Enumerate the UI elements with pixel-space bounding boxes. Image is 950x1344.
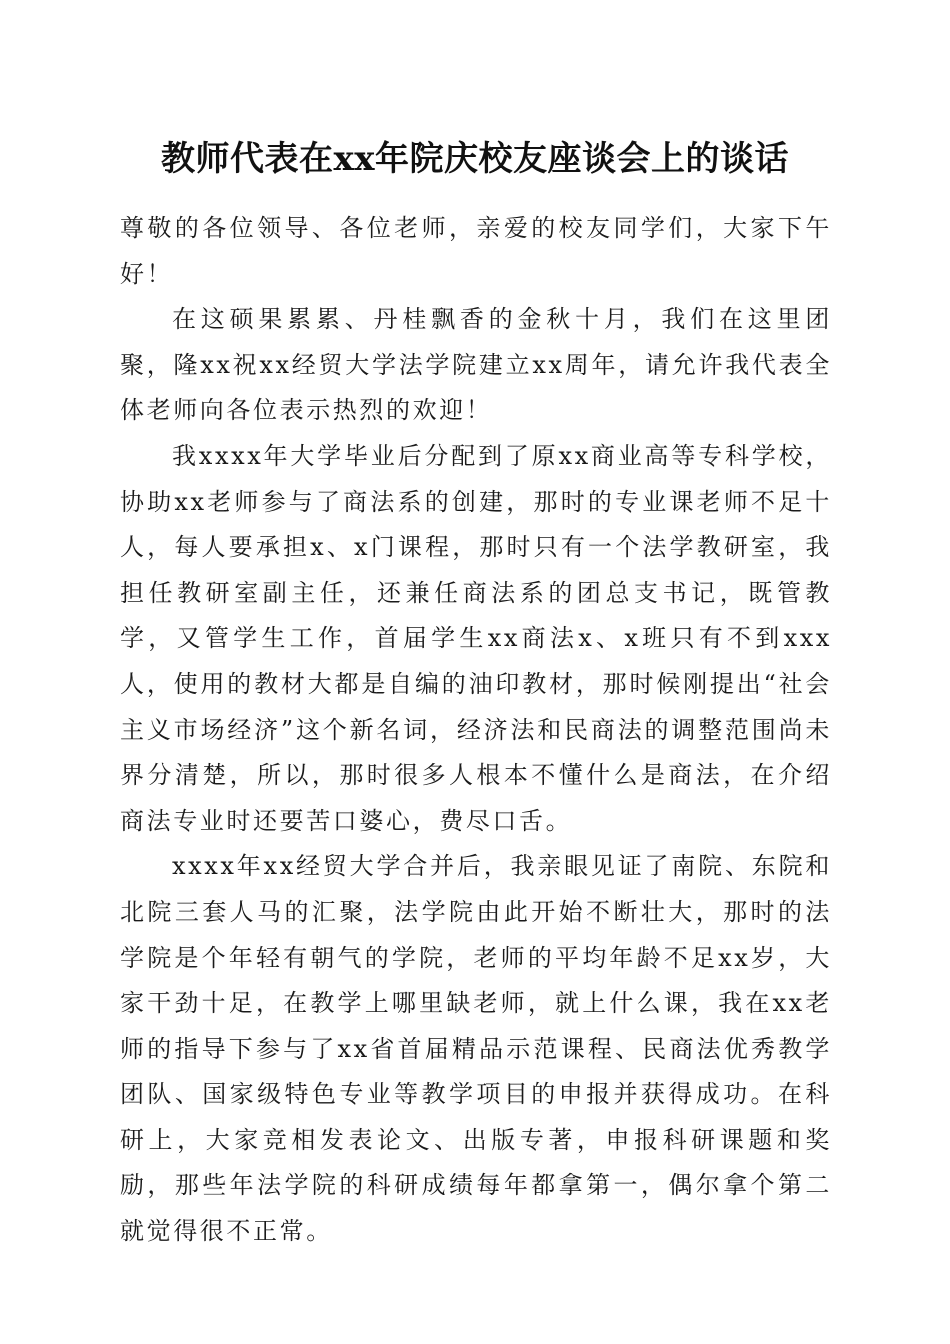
document-body	[120, 206, 832, 1255]
body-paragraph: 在这硕果累累、丹桂飘香的金秋十月，我们在这里团聚，隆xx祝xx经贸大学法学院建立xx周年，请允许我代表全体老师向各位表示热烈的欢迎！	[120, 305, 832, 425]
body-paragraph: 我xxxx年大学毕业后分配到了原xx商业高等专科学校，协助xx老师参与了商法系的创建，那时的专业课老师不足十人，每人要承担x、x门课程，那时只有一个法学教研室，我担任教研室副主任，还兼任商法系的团总支书记，既管教学，又管学生工作，首届学生xx商法x、x班只有不到xxx人，使用的教材大都是自编的油印教材，那时候刚提出“社会主义市场经济”这个新名词，经济法和民商法的调整范围尚未界分清楚，所以，那时很多人根本不懂什么是商法，在介绍商法专业时还要苦口婆心，费尽口舌。	[120, 441, 832, 835]
body-paragraph: xxxx年xx经贸大学合并后，我亲眼见证了南院、东院和北院三套人马的汇聚，法学院由此开始不断壮大，那时的法学院是个年轻有朝气的学院，老师的平均年龄不足xx岁，大家干劲十足，在教学上哪里缺老师，就上什么课，我在xx老师的指导下参与了xx省首届精品示范课程、民商法优秀教学团队、国家级特色专业等教学项目的申报并获得成功。在科研上，大家竞相发表论文、出版专著，申报科研课题和奖励，那些年法学院的科研成绩每年都拿第一，偶尔拿个第二就觉得很不正常。	[120, 852, 832, 1246]
document-title: 教师代表在xx年院庆校友座谈会上的谈话	[160, 139, 790, 179]
greeting-paragraph: 尊敬的各位领导、各位老师，亲爱的校友同学们，大家下午好！	[120, 214, 832, 288]
